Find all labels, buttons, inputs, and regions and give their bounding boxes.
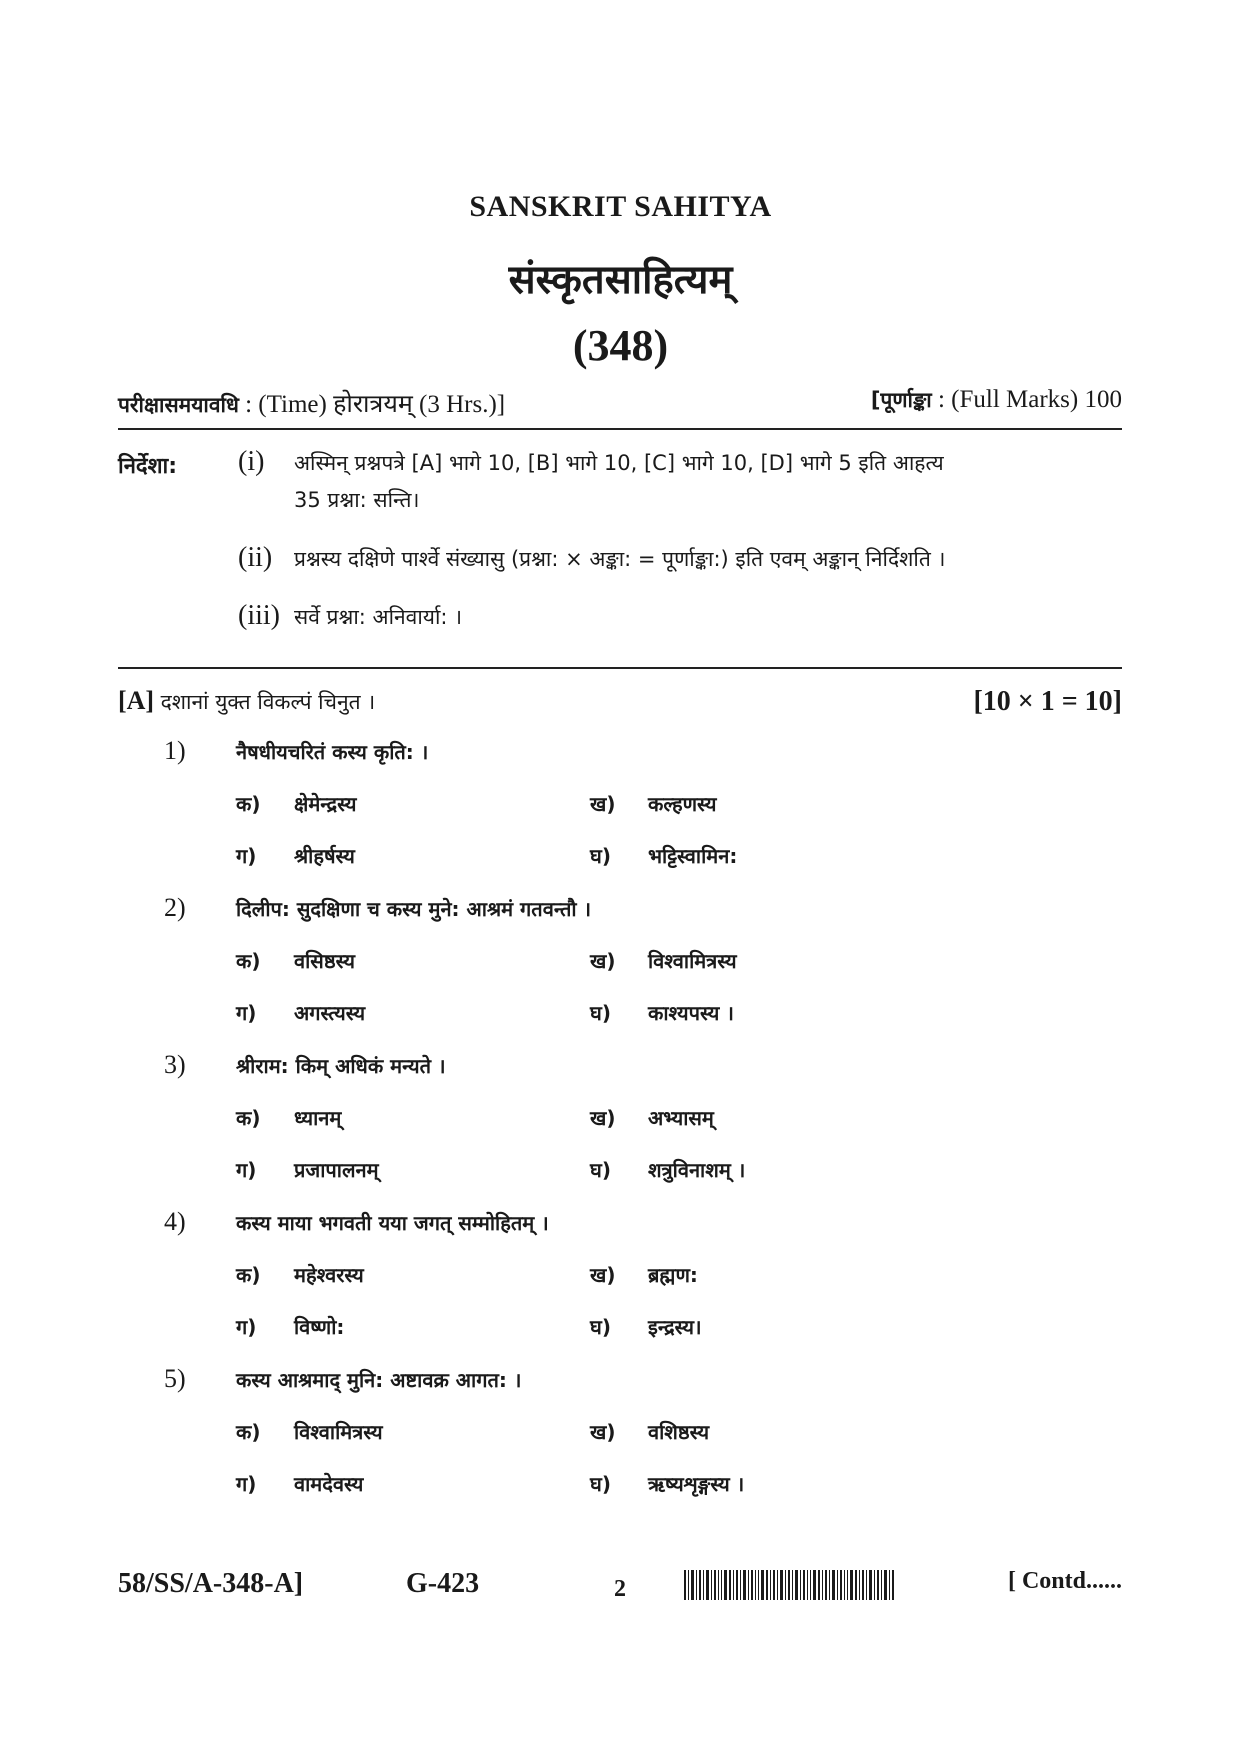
option-label: क) — [236, 949, 261, 973]
option-label: घ) — [590, 1472, 611, 1496]
section-a-heading — [118, 686, 1122, 722]
section-a-label: [A] — [118, 686, 155, 715]
option-text: वसिष्ठस्य — [294, 949, 355, 973]
option-text: ध्यानम् — [294, 1106, 342, 1130]
instruction-number: (iii) — [238, 600, 280, 631]
option-gha — [590, 1470, 744, 1497]
barcode-icon — [684, 1570, 896, 1600]
option-label: ख) — [590, 1420, 616, 1444]
option-label: ग) — [236, 1158, 257, 1182]
section-a-instruction: दशानां युक्त विकल्पं चिनुत । — [160, 690, 376, 714]
option-text: विष्णो: — [294, 1315, 345, 1339]
option-label: ग) — [236, 1315, 257, 1339]
option-label: क) — [236, 1263, 261, 1287]
instruction-item — [238, 600, 1122, 632]
page-title: SANSKRIT SAHITYA — [469, 190, 772, 223]
section-a-label-group — [118, 686, 375, 716]
option-ga — [236, 1156, 379, 1183]
option-label: क) — [236, 1106, 261, 1130]
option-ka — [236, 1104, 341, 1131]
instruction-text: प्रश्नस्य दक्षिणे पार्श्वे संख्यासु (प्रश्ना: × अङ्का: = पूर्णाङ्का:) इति एवम् अङ्कान् निर्दिशति । — [294, 547, 946, 571]
option-gha — [590, 1156, 745, 1183]
option-kha — [590, 1104, 714, 1131]
instruction-item — [238, 542, 1122, 574]
option-gha — [590, 842, 737, 869]
question-number: 2) — [164, 893, 186, 922]
marks-value: : (Full Marks) 100 — [937, 386, 1122, 413]
option-text: काश्यपस्य । — [648, 1001, 734, 1025]
option-ka — [236, 790, 356, 817]
option-label: घ) — [590, 1315, 611, 1339]
page-number: 2 — [614, 1576, 626, 1602]
question-number: 5) — [164, 1364, 186, 1393]
question-text: नैषधीयचरितं कस्य कृति: । — [236, 740, 429, 764]
question-number: 1) — [164, 736, 186, 765]
option-text: अगस्त्यस्य — [294, 1001, 366, 1025]
instructions-label: निर्देशा: — [118, 454, 178, 479]
section-a-marks: [10 × 1 = 10] — [973, 686, 1122, 717]
option-text: शत्रुविनाशम् । — [648, 1158, 746, 1182]
option-label: ग) — [236, 1001, 257, 1025]
continued-note: [ Contd...... — [1007, 1568, 1122, 1594]
section-divider — [118, 667, 1122, 669]
option-label: घ) — [590, 844, 611, 868]
option-label: ख) — [590, 1106, 616, 1130]
exam-meta-row — [118, 386, 1122, 420]
option-text: विश्वामित्रस्य — [648, 949, 737, 973]
instruction-number: (ii) — [238, 542, 273, 573]
option-ka — [236, 1261, 364, 1288]
time-value: : (Time) होरात्रयम् (3 Hrs.)] — [245, 391, 506, 418]
option-text: प्रजापालनम् — [294, 1158, 379, 1182]
option-text: ऋष्यशृङ्गस्य । — [648, 1472, 745, 1496]
question-text: दिलीप: सुदक्षिणा च कस्य मुने: आश्रमं गतवन्तौ । — [236, 897, 592, 921]
option-ga — [236, 1313, 344, 1340]
question-text: श्रीराम: किम् अधिकं मन्यते । — [236, 1054, 446, 1078]
marks-label: [पूर्णाङ्का — [870, 388, 932, 412]
option-text: ब्रह्मण: — [648, 1263, 698, 1287]
option-label: घ) — [590, 1158, 611, 1182]
option-label: क) — [236, 1420, 261, 1444]
option-kha — [590, 1418, 709, 1445]
option-kha — [590, 947, 737, 974]
option-text: विश्वामित्रस्य — [294, 1420, 383, 1444]
page-footer — [118, 1568, 1122, 1608]
option-ka — [236, 947, 355, 974]
option-label: ग) — [236, 1472, 257, 1496]
option-text: कल्हणस्य — [648, 792, 717, 816]
subject-code: (348) — [572, 321, 669, 370]
option-label: क) — [236, 792, 261, 816]
option-text: भट्टिस्वामिन: — [648, 844, 738, 868]
question-text: कस्य आश्रमाद् मुनि: अष्टावक्र आगत: । — [236, 1368, 522, 1392]
instruction-item — [238, 446, 1122, 514]
option-text: महेश्वरस्य — [294, 1263, 364, 1287]
question-number: 4) — [164, 1207, 186, 1236]
time-label: परीक्षासमयावधि — [118, 393, 239, 417]
option-label: घ) — [590, 1001, 611, 1025]
option-ga — [236, 999, 365, 1026]
option-label: ख) — [590, 1263, 616, 1287]
option-text: इन्द्रस्य। — [648, 1315, 702, 1339]
option-label: ग) — [236, 844, 257, 868]
option-ga — [236, 1470, 363, 1497]
instruction-text: अस्मिन् प्रश्नपत्रे [A] भागे 10, [B] भागे 10, [C] भागे 10, [D] भागे 5 इति आहत्य — [294, 451, 944, 475]
marks-info — [871, 386, 1122, 414]
option-gha — [590, 999, 734, 1026]
option-text: अभ्यासम् — [648, 1106, 714, 1130]
instruction-text-continued: 35 प्रश्ना: सन्ति। — [294, 488, 420, 512]
option-ka — [236, 1418, 383, 1445]
instruction-text: सर्वे प्रश्ना: अनिवार्या: । — [294, 605, 463, 629]
option-gha — [590, 1313, 702, 1340]
option-kha — [590, 790, 716, 817]
option-label: ख) — [590, 949, 616, 973]
header-divider — [118, 428, 1122, 430]
option-text: क्षेमेन्द्रस्य — [294, 792, 357, 816]
option-text: वामदेवस्य — [294, 1472, 364, 1496]
question-number: 3) — [164, 1050, 186, 1079]
instruction-number: (i) — [238, 446, 265, 477]
option-kha — [590, 1261, 698, 1288]
page-subtitle: संस्कृतसाहित्यम् — [508, 257, 733, 303]
option-text: वशिष्ठस्य — [648, 1420, 710, 1444]
paper-code: 58/SS/A-348-A] — [118, 1568, 304, 1599]
option-text: श्रीहर्षस्य — [294, 844, 355, 868]
option-ga — [236, 842, 355, 869]
option-label: ख) — [590, 792, 616, 816]
question-text: कस्य माया भगवती यया जगत् सम्मोहितम् । — [236, 1211, 549, 1235]
time-info — [118, 386, 505, 420]
series-code: G-423 — [406, 1568, 480, 1599]
